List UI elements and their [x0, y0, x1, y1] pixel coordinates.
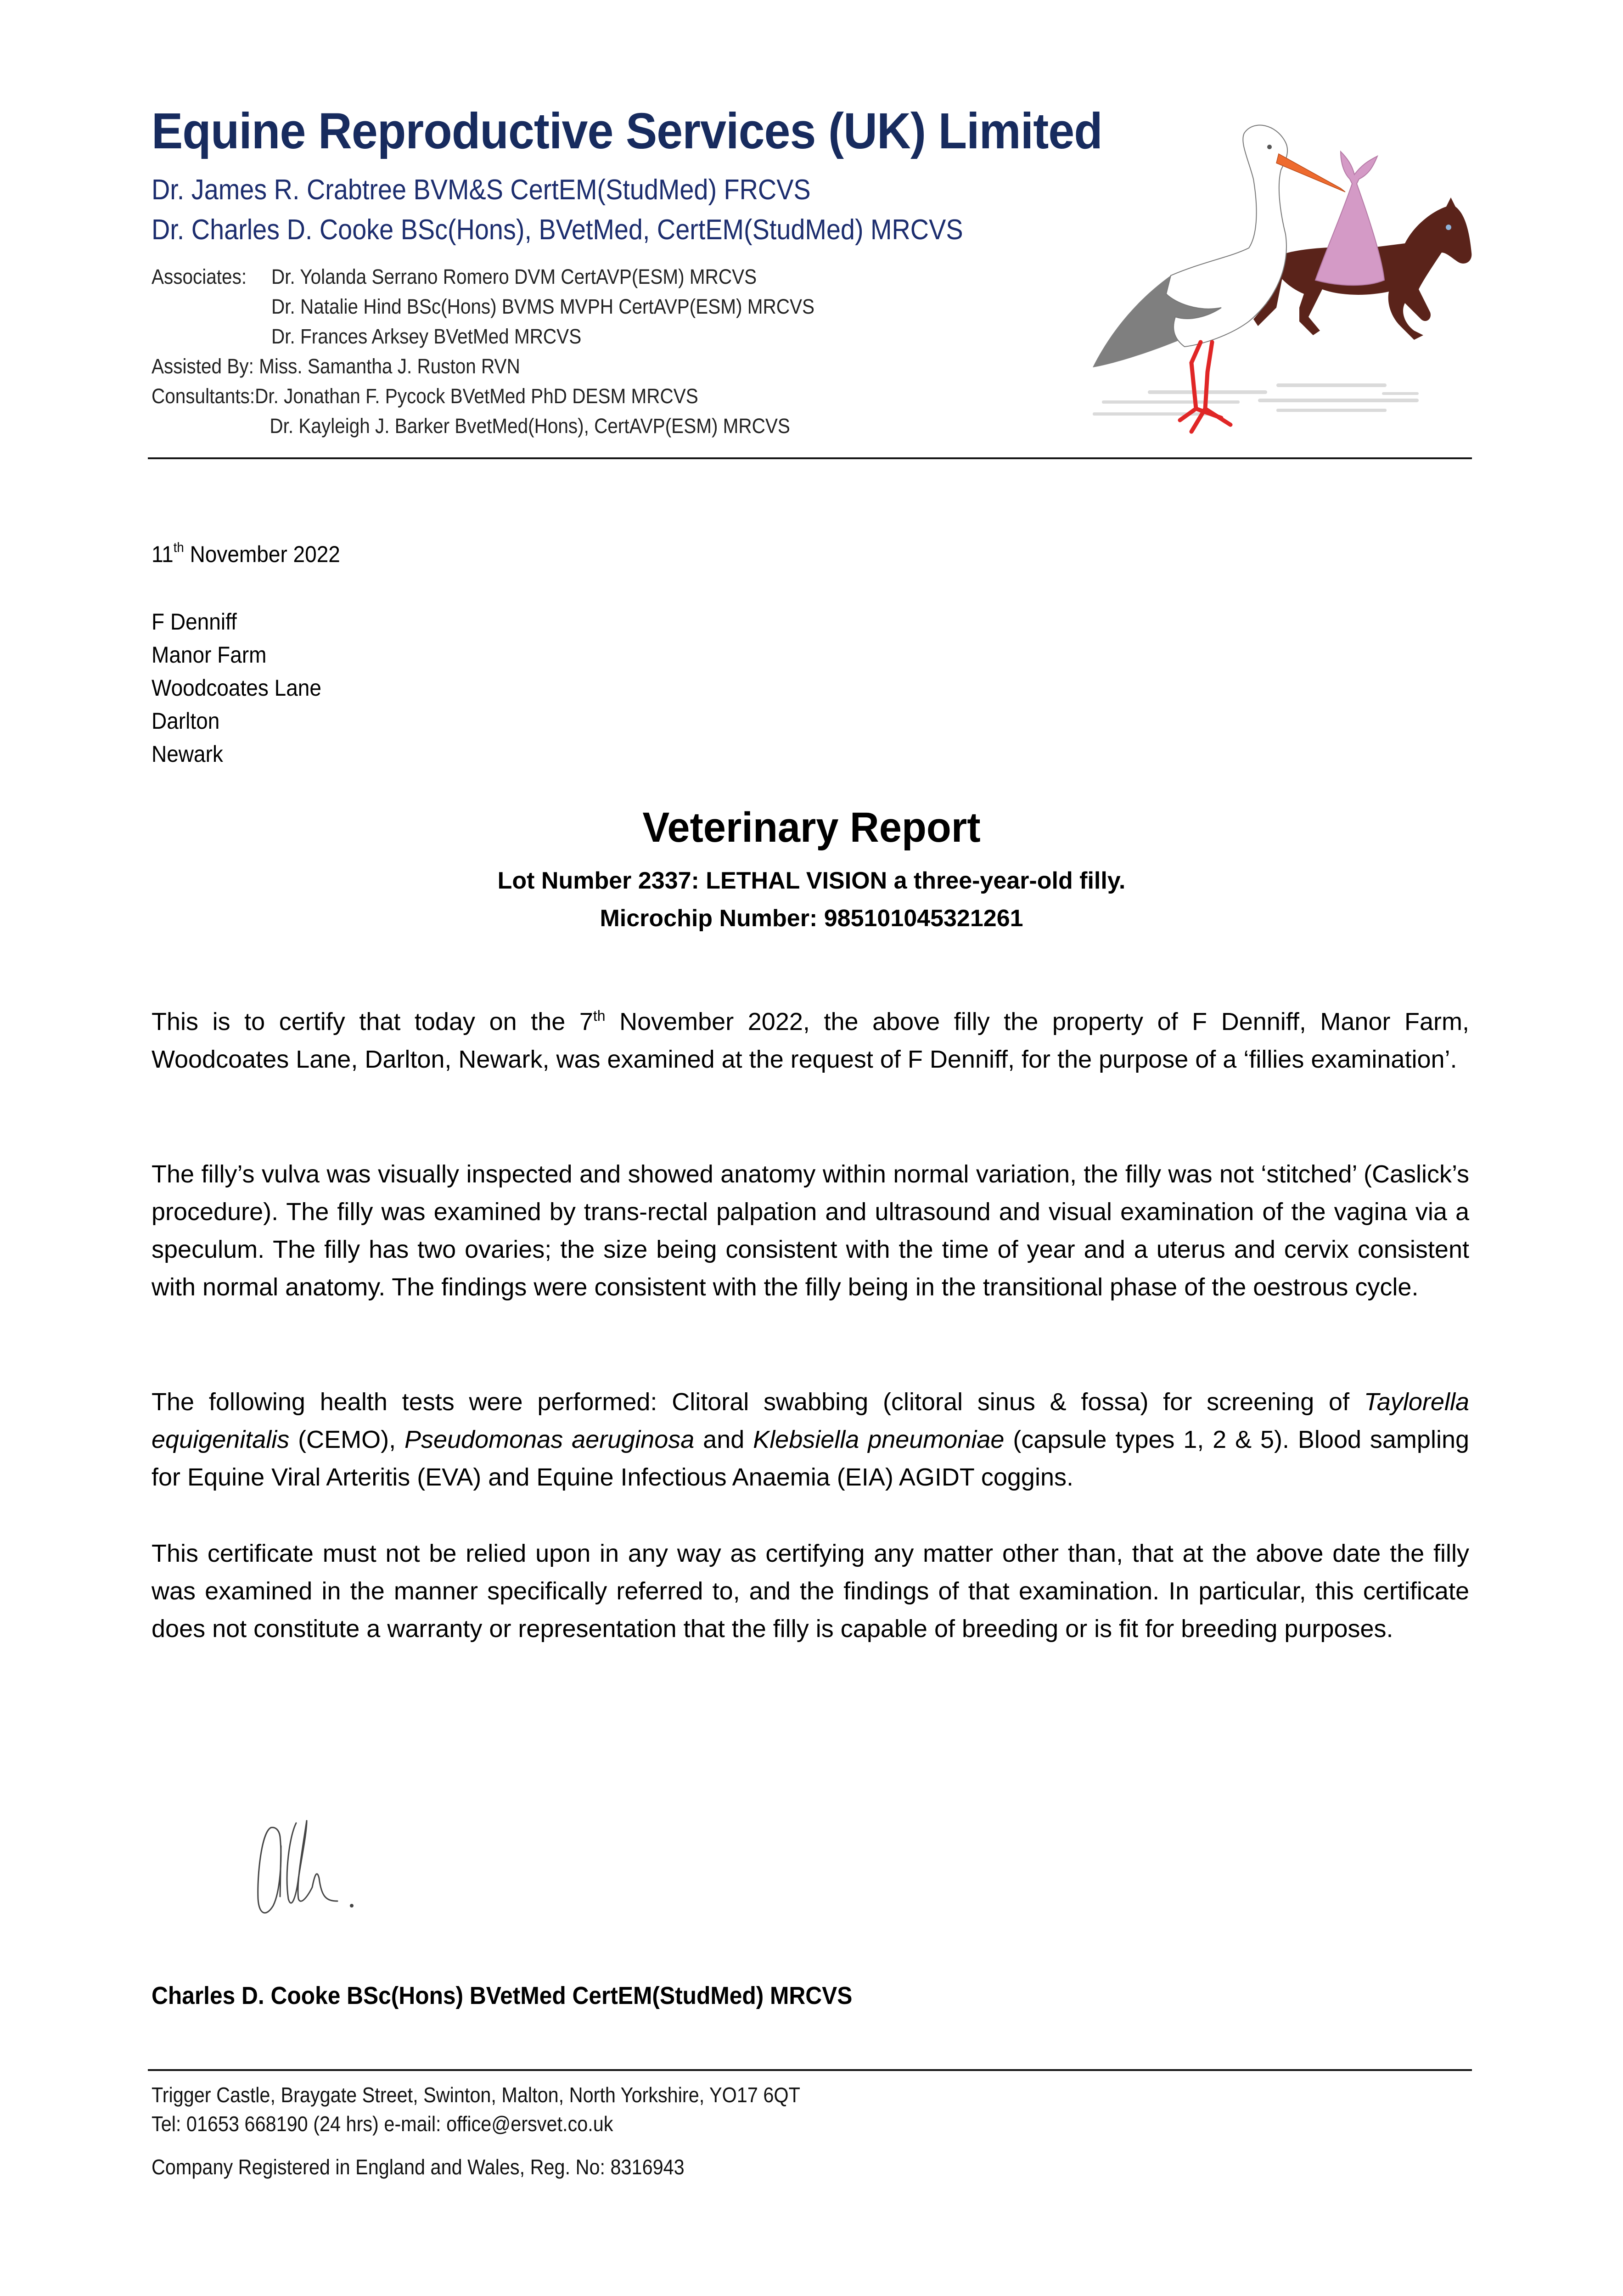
partner-name: Dr. Charles D. Cooke BSc(Hons), BVetMed, CertEM(StudMed) MRCVS — [152, 214, 963, 246]
header-divider — [148, 457, 1472, 459]
disclaimer-paragraph: This certificate must not be relied upon in any way as certifying any matter other than, that at the above date the filly was examined in the manner specifically referred to, and the findings of that examination. In particular, this certificate does not constitute a warranty or representation that the filly is capable of breeding or is fit for breeding purposes. — [152, 1540, 1469, 1643]
associates-row — [152, 265, 757, 289]
bacteria-name: Taylorella equigenitalis — [152, 1388, 1469, 1453]
consultants-label: Consultants: — [152, 384, 255, 408]
bacteria-name: Klebsiella pneumoniae — [753, 1426, 1005, 1453]
consultants-row — [152, 414, 790, 438]
report-title: Veterinary Report — [642, 804, 981, 851]
recipient-address-line: Darlton — [152, 708, 220, 734]
associates-row — [152, 295, 814, 319]
bacteria-name: Pseudomonas aeruginosa — [404, 1426, 695, 1453]
assisted-row — [152, 355, 520, 378]
handwritten-signature-icon — [248, 1818, 468, 1929]
associate-name: Dr. Frances Arksey BVetMed MRCVS — [271, 325, 582, 348]
footer-contact: Tel: 01653 668190 (24 hrs) e-mail: office@ersvet.co.uk — [152, 2112, 613, 2136]
recipient-address-line: Manor Farm — [152, 642, 267, 668]
lot-number-line: Lot Number 2337: LETHAL VISION a three-year-old filly. — [497, 867, 1126, 894]
associate-name: Dr. Yolanda Serrano Romero DVM CertAVP(ESM) MRCVS — [271, 265, 757, 288]
examination-findings-paragraph: The filly’s vulva was visually inspected and showed anatomy within normal variation, the filly was not ‘stitched’ (Caslick’s procedure). The filly was examined by trans-rectal palpation and ultrasound and visual examination of the vagina via a speculum. The filly has two ovaries; the size being consistent with the time of year and a uterus and cervix consistent with normal anatomy. The findings were consistent with the filly being in the transitional phase of the oestrous cycle. — [152, 1160, 1469, 1301]
assisted-label: Assisted By: — [152, 355, 254, 378]
footer-address: Trigger Castle, Braygate Street, Swinton, Malton, North Yorkshire, YO17 6QT — [152, 2083, 800, 2107]
associates-label: Associates: — [152, 265, 247, 288]
consultant-name: Dr. Jonathan F. Pycock BVetMed PhD DESM MRCVS — [255, 384, 698, 408]
letter-date: 11th November 2022 — [152, 540, 340, 567]
associates-row — [152, 325, 581, 349]
footer-registration: Company Registered in England and Wales, Reg. No: 8316943 — [152, 2155, 685, 2179]
recipient-name: F Denniff — [152, 609, 237, 635]
signatory-name: Charles D. Cooke BSc(Hons) BVetMed CertEM(StudMed) MRCVS — [152, 1982, 853, 2009]
microchip-number-line: Microchip Number: 985101045321261 — [600, 905, 1023, 932]
associate-name: Dr. Natalie Hind BSc(Hons) BVMS MVPH CertAVP(ESM) MRCVS — [271, 295, 815, 318]
consultants-row — [152, 384, 698, 408]
consultant-name: Dr. Kayleigh J. Barker BvetMed(Hons), CertAVP(ESM) MRCVS — [270, 414, 790, 438]
health-tests-paragraph: The following health tests were performed: Clitoral swabbing (clitoral sinus & fossa) for screening of Taylorella equigenitalis (CEMO), Pseudomonas aeruginosa and Klebsiella pneumoniae (capsule types 1, 2 & 5). Blood sampling for Equine Viral Arteritis (EVA) and Equine Infectious Anaemia (EIA) AGIDT coggins. — [152, 1388, 1470, 1491]
stork-foal-logo-icon — [1084, 115, 1478, 436]
partner-name: Dr. James R. Crabtree BVM&S CertEM(StudMed) FRCVS — [152, 174, 811, 206]
footer-divider — [148, 2069, 1472, 2071]
certification-paragraph: This is to certify that today on the 7th November 2022, the above filly the property of F Denniff, Manor Farm, Woodcoates Lane, Darlton, Newark, was examined at the request of F Denniff, for the purpose of a ‘fillies examination’. — [152, 1007, 1469, 1073]
recipient-address-line: Newark — [152, 741, 223, 767]
company-name: Equine Reproductive Services (UK) Limited — [152, 103, 1102, 159]
recipient-address-line: Woodcoates Lane — [152, 675, 321, 701]
assistant-name: Miss. Samantha J. Ruston RVN — [259, 355, 520, 378]
